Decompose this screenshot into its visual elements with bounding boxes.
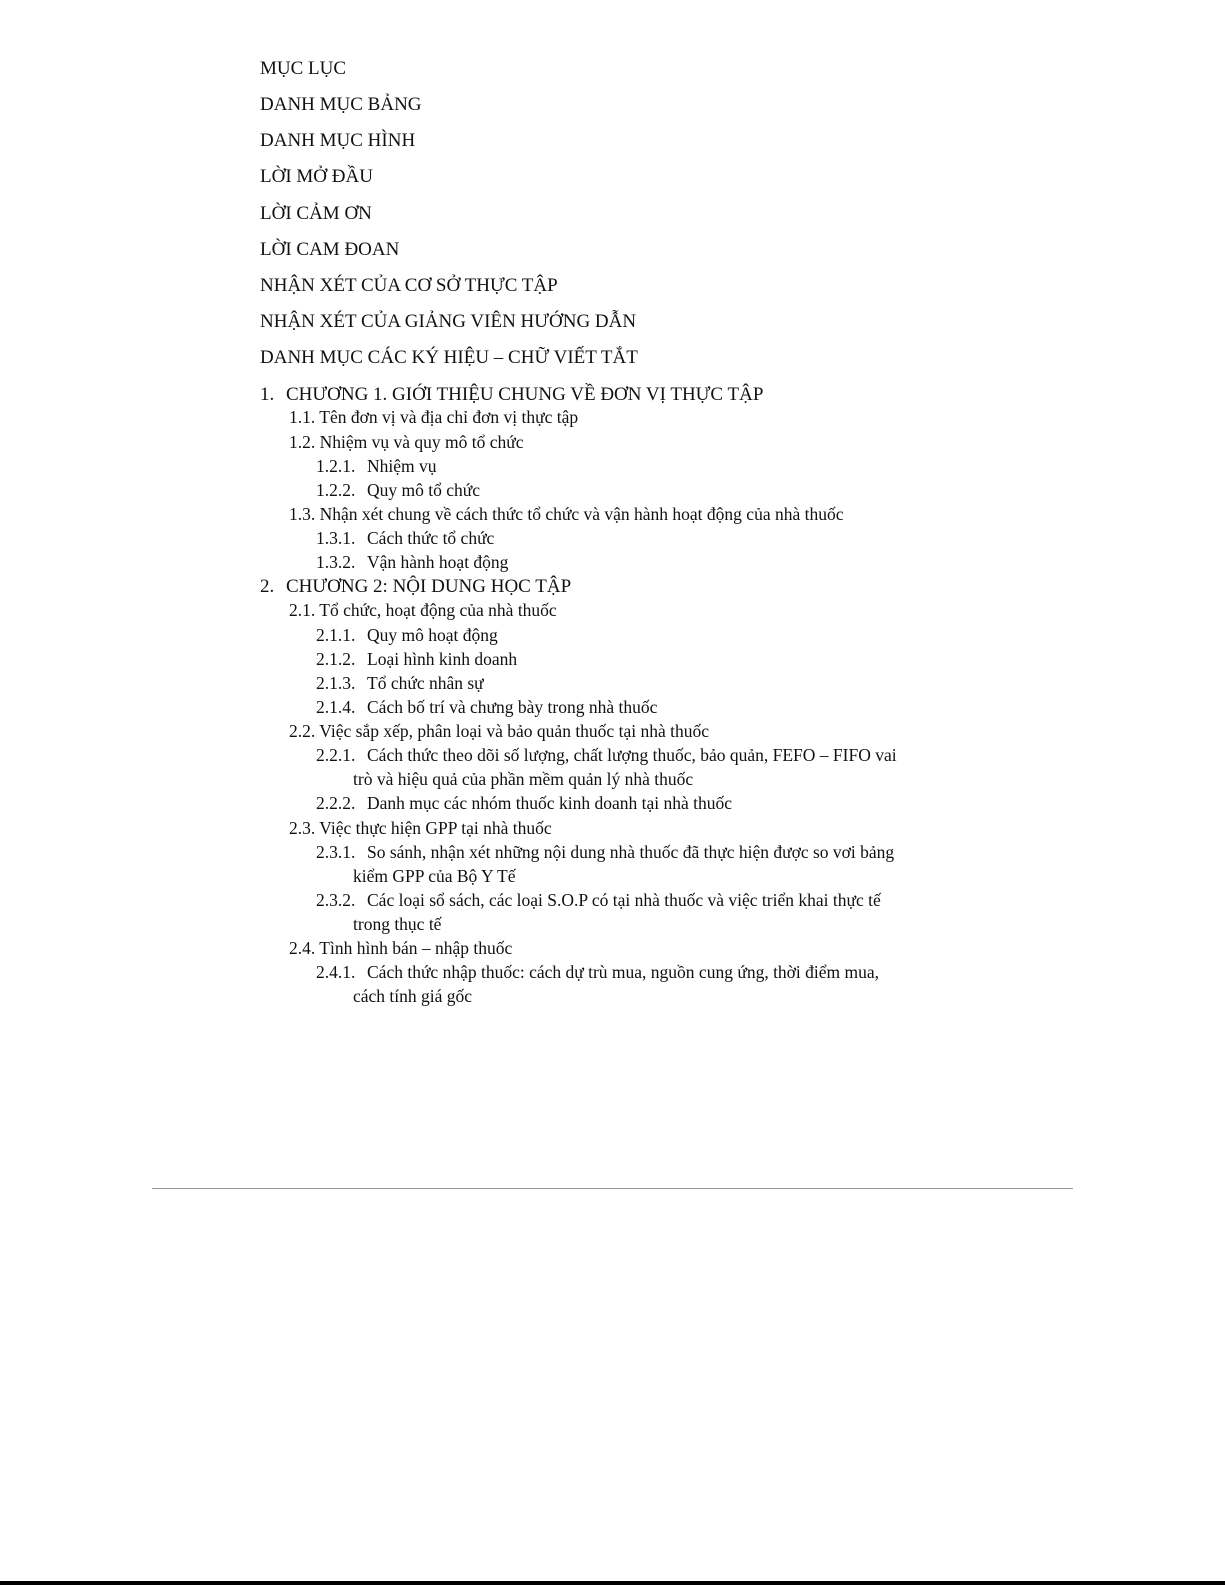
subsection-number: 2.1.3.	[316, 673, 356, 693]
subsection-number: 2.1.1.	[316, 625, 356, 645]
subsection-title: Cách thức nhập thuốc: cách dự trù mua, nguồn cung ứng, thời điểm mua,	[367, 962, 880, 982]
subsection-number: 2.1.2.	[316, 649, 356, 669]
toc-section-1-1[interactable]: 1.1. Tên đơn vị và địa chỉ đơn vị thực tập	[289, 407, 579, 427]
subsection-title: So sánh, nhận xét những nội dung nhà thuốc đã thực hiện được so vơi bảng	[367, 842, 895, 862]
subsection-number: 1.3.1.	[316, 528, 356, 548]
toc-subsection-2-1-2[interactable]	[316, 651, 517, 669]
subsection-title: Nhiệm vụ	[367, 456, 437, 476]
toc-subsection-2-2-1[interactable]	[316, 747, 897, 765]
subsection-title: Tổ chức nhân sự	[367, 673, 484, 693]
subsection-number: 2.2.2.	[316, 793, 356, 813]
toc-subsection-2-2-2[interactable]	[316, 795, 732, 813]
subsection-number: 1.2.2.	[316, 480, 356, 500]
subsection-number: 1.2.1.	[316, 456, 356, 476]
toc-entry-loi-mo-dau[interactable]: LỜI MỞ ĐẦU	[260, 166, 373, 187]
subsection-number: 2.3.2.	[316, 890, 356, 910]
toc-subsection-1-3-1[interactable]	[316, 530, 494, 548]
subsection-title: Vận hành hoạt động	[367, 552, 509, 572]
toc-subsection-2-4-1-continued[interactable]: cách tính giá gốc	[353, 986, 473, 1006]
page-bottom-edge	[0, 1581, 1225, 1585]
subsection-title: Quy mô hoạt động	[367, 625, 498, 645]
toc-section-2-2[interactable]: 2.2. Việc sắp xếp, phân loại và bảo quản thuốc tại nhà thuốc	[289, 721, 709, 741]
toc-section-2-1[interactable]: 2.1. Tổ chức, hoạt động của nhà thuốc	[289, 600, 557, 620]
subsection-title: Loại hình kinh doanh	[367, 649, 518, 669]
subsection-number: 2.1.4.	[316, 697, 356, 717]
toc-entry-loi-cam-doan[interactable]: LỜI CAM ĐOAN	[260, 239, 400, 260]
subsection-number: 2.2.1.	[316, 745, 356, 765]
toc-subsection-2-3-1[interactable]	[316, 844, 894, 862]
toc-entry-nhan-xet-co-so[interactable]: NHẬN XÉT CỦA CƠ SỞ THỰC TẬP	[260, 275, 558, 296]
toc-section-2-3[interactable]: 2.3. Việc thực hiện GPP tại nhà thuốc	[289, 818, 552, 838]
toc-chapter-2[interactable]	[260, 577, 571, 596]
toc-entry-danh-muc-hinh[interactable]: DANH MỤC HÌNH	[260, 130, 416, 151]
toc-subsection-2-1-3[interactable]	[316, 675, 484, 693]
toc-subsection-2-2-1-continued[interactable]: trò và hiệu quả của phần mềm quản lý nhà thuốc	[353, 769, 694, 789]
toc-subsection-1-3-2[interactable]	[316, 554, 508, 572]
toc-section-1-3[interactable]: 1.3. Nhận xét chung về cách thức tổ chức và vận hành hoạt động của nhà thuốc	[289, 504, 844, 524]
toc-entry-nhan-xet-giang-vien[interactable]: NHẬN XÉT CỦA GIẢNG VIÊN HƯỚNG DẪN	[260, 311, 637, 332]
subsection-title: Danh mục các nhóm thuốc kinh doanh tại nhà thuốc	[367, 793, 732, 813]
chapter-number: 1.	[260, 384, 275, 405]
subsection-number: 1.3.2.	[316, 552, 356, 572]
toc-subsection-1-2-1[interactable]	[316, 458, 437, 476]
subsection-title: Cách bố trí và chưng bày trong nhà thuốc	[367, 697, 658, 717]
subsection-title: Cách thức tổ chức	[367, 528, 495, 548]
toc-subsection-2-3-2-continued[interactable]: trong thục tế	[353, 914, 442, 934]
subsection-title: Cách thức theo dõi số lượng, chất lượng thuốc, bảo quản, FEFO – FIFO vai	[367, 745, 897, 765]
toc-entry-loi-cam-on[interactable]: LỜI CẢM ƠN	[260, 203, 372, 224]
toc-section-2-4[interactable]: 2.4. Tình hình bán – nhập thuốc	[289, 938, 513, 958]
toc-subsection-2-1-4[interactable]	[316, 699, 657, 717]
toc-subsection-2-4-1[interactable]	[316, 964, 879, 982]
toc-entry-ky-hieu-viet-tat[interactable]: DANH MỤC CÁC KÝ HIỆU – CHỮ VIẾT TẮT	[260, 347, 638, 368]
chapter-title: CHƯƠNG 2: NỘI DUNG HỌC TẬP	[286, 576, 572, 597]
chapter-title: CHƯƠNG 1. GIỚI THIỆU CHUNG VỀ ĐƠN VỊ THỰC TẬP	[286, 384, 764, 405]
toc-subsection-1-2-2[interactable]	[316, 482, 480, 500]
subsection-title: Các loại sổ sách, các loại S.O.P có tại nhà thuốc và việc triển khai thực tế	[367, 890, 881, 910]
chapter-number: 2.	[260, 576, 275, 597]
toc-entry-muc-luc[interactable]: MỤC LỤC	[260, 58, 347, 79]
toc-chapter-1[interactable]	[260, 385, 763, 404]
subsection-number: 2.3.1.	[316, 842, 356, 862]
toc-subsection-2-3-1-continued[interactable]: kiểm GPP của Bộ Y Tế	[353, 866, 516, 886]
subsection-number: 2.4.1.	[316, 962, 356, 982]
page-footer-divider	[152, 1188, 1073, 1189]
toc-subsection-2-1-1[interactable]	[316, 627, 498, 645]
toc-subsection-2-3-2[interactable]	[316, 892, 881, 910]
toc-section-1-2[interactable]: 1.2. Nhiệm vụ và quy mô tổ chức	[289, 432, 524, 452]
toc-entry-danh-muc-bang[interactable]: DANH MỤC BẢNG	[260, 94, 422, 115]
subsection-title: Quy mô tổ chức	[367, 480, 481, 500]
